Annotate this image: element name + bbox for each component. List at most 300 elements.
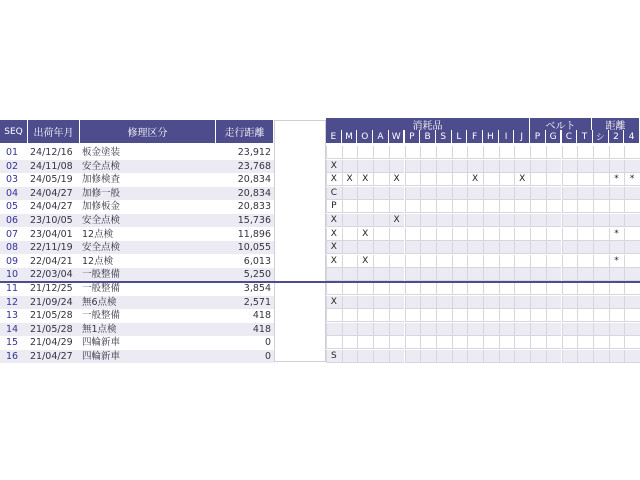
row-repair-type: 12点検 <box>82 228 114 240</box>
row-date: 24/04/27 <box>30 201 73 213</box>
consumable-cell <box>546 146 562 159</box>
consumable-cell <box>405 282 421 295</box>
consumable-cell <box>436 187 452 200</box>
consumable-cell <box>593 241 609 254</box>
row-repair-type: 加修板金 <box>82 201 121 213</box>
consumable-cell <box>562 187 578 200</box>
consumable-cell <box>514 282 530 295</box>
consumable-cell <box>562 160 578 173</box>
consumable-cell <box>389 146 405 159</box>
consumable-cell <box>530 173 546 186</box>
consumable-cell <box>514 268 530 281</box>
consumable-cell <box>405 241 421 254</box>
consumable-cell <box>609 296 625 309</box>
consumable-cell <box>357 200 373 213</box>
consumable-mark: X <box>362 255 369 266</box>
row-repair-type: 一般整備 <box>82 269 121 281</box>
consumable-cell <box>452 323 468 336</box>
consumable-cell <box>357 241 373 254</box>
consumable-cell <box>530 282 546 295</box>
consumable-cell <box>436 146 452 159</box>
consumable-cell <box>389 160 405 173</box>
consumable-cell <box>467 323 483 336</box>
consumable-cell <box>420 309 436 322</box>
row-repair-type: 加修検査 <box>82 174 121 186</box>
consumable-cell <box>483 268 499 281</box>
consumable-cell <box>357 350 373 363</box>
row-repair-type: 12点検 <box>82 255 114 267</box>
row-date: 21/09/24 <box>30 296 73 308</box>
column-header: B <box>420 130 436 143</box>
consumable-cell <box>357 336 373 349</box>
consumable-cell <box>624 255 640 268</box>
row-seq: 15 <box>6 337 19 349</box>
consumable-cell <box>467 296 483 309</box>
consumable-cell <box>499 228 515 241</box>
consumable-cell <box>389 255 405 268</box>
consumable-cell <box>483 200 499 213</box>
consumable-cell <box>342 255 358 268</box>
header-mileage: 走行距離 <box>216 120 274 143</box>
consumable-cell <box>389 228 405 241</box>
row-repair-type: 一般整備 <box>82 310 121 322</box>
consumable-cell <box>577 323 593 336</box>
consumable-cell <box>436 268 452 281</box>
consumable-cell <box>562 200 578 213</box>
row-seq: 16 <box>6 351 19 362</box>
row-repair-type: 安全点検 <box>82 215 121 226</box>
consumable-cell <box>405 200 421 213</box>
consumable-cell <box>514 309 530 322</box>
consumable-cell <box>577 309 593 322</box>
consumable-cell <box>389 268 405 281</box>
consumable-cell <box>420 323 436 336</box>
consumable-cell <box>514 214 530 227</box>
consumable-cell <box>624 241 640 254</box>
consumable-cell <box>530 336 546 349</box>
consumable-cell <box>562 350 578 363</box>
column-header: L <box>452 130 468 143</box>
consumable-cell <box>577 146 593 159</box>
consumable-cell <box>342 323 358 336</box>
consumable-cell <box>342 146 358 159</box>
consumable-cell <box>577 241 593 254</box>
consumable-cell <box>530 214 546 227</box>
consumable-cell <box>483 173 499 186</box>
row-repair-type: 四輪新車 <box>82 337 121 349</box>
consumable-cell <box>499 160 515 173</box>
row-repair-type: 安全点検 <box>82 160 121 172</box>
consumable-cell <box>467 228 483 241</box>
consumable-cell <box>514 336 530 349</box>
consumable-cell <box>546 173 562 186</box>
consumable-cell <box>420 268 436 281</box>
consumable-cell <box>373 160 389 173</box>
consumable-cell <box>577 296 593 309</box>
consumable-cell <box>405 350 421 363</box>
consumable-cell <box>593 296 609 309</box>
consumable-cell <box>593 255 609 268</box>
consumable-mark: X <box>393 215 400 225</box>
consumable-cell <box>389 187 405 200</box>
consumable-cell <box>405 173 421 186</box>
consumable-cell <box>562 323 578 336</box>
column-header: シ <box>593 130 609 143</box>
consumable-cell <box>483 214 499 227</box>
consumable-cell <box>483 241 499 254</box>
consumable-cell <box>436 160 452 173</box>
consumable-cell <box>452 173 468 186</box>
consumable-cell <box>420 296 436 309</box>
consumable-cell <box>609 268 625 281</box>
row-mileage: 23,768 <box>237 160 271 172</box>
consumable-cell <box>373 173 389 186</box>
header-seq: SEQ <box>0 120 28 143</box>
consumable-cell <box>420 200 436 213</box>
consumable-cell <box>373 241 389 254</box>
consumable-cell <box>593 200 609 213</box>
consumable-mark: X <box>362 174 369 185</box>
consumable-cell <box>514 200 530 213</box>
consumable-cell <box>530 296 546 309</box>
consumable-cell <box>389 200 405 213</box>
consumable-cell <box>514 255 530 268</box>
consumable-cell <box>405 160 421 173</box>
consumable-cell <box>342 187 358 200</box>
consumable-cell <box>593 350 609 363</box>
consumable-cell <box>373 336 389 349</box>
consumable-cell <box>420 160 436 173</box>
consumable-cell <box>467 160 483 173</box>
consumable-cell <box>405 187 421 200</box>
consumable-cell <box>342 268 358 281</box>
consumable-cell <box>577 336 593 349</box>
consumable-cell <box>624 282 640 295</box>
row-repair-type: 無6点検 <box>82 296 117 308</box>
consumable-cell <box>467 241 483 254</box>
consumable-cell <box>546 336 562 349</box>
consumable-cell <box>436 336 452 349</box>
consumable-cell <box>514 160 530 173</box>
consumable-cell <box>546 282 562 295</box>
row-seq: 07 <box>6 228 19 240</box>
consumable-cell <box>357 323 373 336</box>
consumable-mark: P <box>331 201 337 212</box>
consumable-cell <box>420 228 436 241</box>
consumable-cell <box>624 336 640 349</box>
consumable-cell <box>326 323 342 336</box>
row-date: 21/04/27 <box>30 351 73 362</box>
consumable-cell <box>499 146 515 159</box>
column-header: P <box>530 130 546 143</box>
row-repair-type: 無1点検 <box>82 323 117 335</box>
consumable-cell <box>452 214 468 227</box>
consumable-cell <box>373 255 389 268</box>
column-header: 4 <box>624 130 640 143</box>
consumable-cell <box>373 228 389 241</box>
consumable-cell <box>373 146 389 159</box>
row-date: 21/12/25 <box>30 283 73 294</box>
consumable-cell <box>577 282 593 295</box>
consumable-cell <box>326 268 342 281</box>
row-date: 21/04/29 <box>30 337 73 349</box>
consumable-cell <box>546 187 562 200</box>
consumable-cell <box>452 282 468 295</box>
consumable-mark: X <box>472 174 479 185</box>
consumable-cell <box>562 255 578 268</box>
consumable-cell <box>436 200 452 213</box>
consumable-cell <box>593 228 609 241</box>
consumable-cell <box>530 268 546 281</box>
consumable-cell <box>624 146 640 159</box>
consumable-cell <box>609 160 625 173</box>
column-header: T <box>577 130 593 143</box>
row-date: 21/05/28 <box>30 310 73 322</box>
consumable-cell <box>483 160 499 173</box>
consumable-cell <box>624 200 640 213</box>
consumable-cell <box>389 241 405 254</box>
consumable-cell <box>499 296 515 309</box>
row-seq: 05 <box>6 201 19 213</box>
consumable-cell <box>577 350 593 363</box>
row-date: 22/11/19 <box>30 242 73 254</box>
consumable-cell <box>530 160 546 173</box>
consumable-cell <box>373 309 389 322</box>
row-seq: 06 <box>6 215 19 226</box>
row-mileage: 20,834 <box>237 174 271 186</box>
consumable-mark: X <box>330 296 337 307</box>
consumable-cell <box>530 146 546 159</box>
consumable-cell <box>483 187 499 200</box>
column-header: E <box>326 130 342 143</box>
consumable-cell <box>546 255 562 268</box>
consumable-cell <box>357 160 373 173</box>
consumable-mark: X <box>393 174 400 185</box>
consumable-cell <box>467 214 483 227</box>
column-header: P <box>405 130 421 143</box>
consumable-cell <box>420 241 436 254</box>
consumable-cell <box>577 187 593 200</box>
consumable-cell <box>593 187 609 200</box>
row-seq: 09 <box>6 255 19 267</box>
consumable-cell <box>514 241 530 254</box>
consumable-cell <box>593 160 609 173</box>
column-header: C <box>562 130 578 143</box>
consumable-cell <box>342 241 358 254</box>
consumable-cell <box>562 173 578 186</box>
consumable-cell <box>562 268 578 281</box>
consumable-cell <box>593 268 609 281</box>
row-repair-type: 安全点検 <box>82 242 121 254</box>
consumable-cell <box>546 323 562 336</box>
consumable-cell <box>562 228 578 241</box>
consumable-cell <box>483 146 499 159</box>
consumable-cell <box>624 309 640 322</box>
consumable-cell <box>499 214 515 227</box>
consumable-cell <box>530 309 546 322</box>
row-seq: 14 <box>6 323 19 335</box>
consumable-cell <box>420 255 436 268</box>
consumable-cell <box>357 282 373 295</box>
consumable-cell <box>420 173 436 186</box>
consumable-cell <box>420 187 436 200</box>
row-date: 22/03/04 <box>30 269 73 281</box>
consumable-cell <box>562 146 578 159</box>
consumable-cell <box>420 282 436 295</box>
consumable-cell <box>326 282 342 295</box>
consumable-cell <box>342 336 358 349</box>
consumable-cell <box>624 228 640 241</box>
consumable-cell <box>562 336 578 349</box>
consumable-cell <box>357 268 373 281</box>
column-header: 2 <box>609 130 625 143</box>
row-mileage: 418 <box>252 310 271 322</box>
consumable-cell <box>514 228 530 241</box>
consumable-cell <box>562 309 578 322</box>
consumable-cell <box>624 187 640 200</box>
row-date: 23/04/01 <box>30 228 73 240</box>
consumable-cell <box>452 200 468 213</box>
row-seq: 12 <box>6 296 19 308</box>
header-consumables: 消耗品 <box>326 118 530 130</box>
consumable-cell <box>624 323 640 336</box>
consumable-cell <box>499 255 515 268</box>
consumable-cell <box>577 255 593 268</box>
consumable-cell <box>562 282 578 295</box>
row-mileage: 2,571 <box>243 296 271 308</box>
consumable-cell <box>530 200 546 213</box>
consumable-cell <box>326 336 342 349</box>
consumable-cell <box>546 160 562 173</box>
consumable-cell <box>467 350 483 363</box>
consumable-cell <box>499 241 515 254</box>
consumable-cell <box>389 336 405 349</box>
consumable-cell <box>530 228 546 241</box>
consumable-cell <box>357 296 373 309</box>
consumable-cell <box>342 214 358 227</box>
consumable-cell <box>530 323 546 336</box>
column-header: G <box>546 130 562 143</box>
consumable-cell <box>452 228 468 241</box>
consumable-cell <box>609 200 625 213</box>
consumable-cell <box>467 146 483 159</box>
consumable-mark: X <box>330 228 337 239</box>
row-seq: 02 <box>6 160 19 172</box>
consumable-cell <box>483 296 499 309</box>
consumable-mark: * <box>629 174 635 185</box>
consumable-cell <box>530 255 546 268</box>
consumable-mark: S <box>330 351 337 361</box>
header-belt: ベルト <box>530 118 592 130</box>
consumable-mark: X <box>346 174 353 185</box>
row-repair-type: 一般整備 <box>82 283 121 294</box>
consumable-cell <box>373 268 389 281</box>
consumable-cell <box>357 309 373 322</box>
consumable-cell <box>609 323 625 336</box>
consumable-cell <box>483 255 499 268</box>
column-header: I <box>499 130 515 143</box>
consumable-cell <box>452 255 468 268</box>
consumable-cell <box>514 146 530 159</box>
row-date: 23/10/05 <box>30 215 73 226</box>
consumable-cell <box>452 146 468 159</box>
consumable-cell <box>342 282 358 295</box>
consumable-cell <box>405 323 421 336</box>
consumable-cell <box>342 350 358 363</box>
consumable-cell <box>405 214 421 227</box>
consumable-cell <box>436 350 452 363</box>
consumable-cell <box>467 309 483 322</box>
consumable-cell <box>499 282 515 295</box>
consumable-cell <box>609 282 625 295</box>
consumable-cell <box>593 309 609 322</box>
consumable-cell <box>373 323 389 336</box>
consumable-cell <box>609 187 625 200</box>
consumable-cell <box>593 146 609 159</box>
consumable-cell <box>405 255 421 268</box>
column-header: A <box>373 130 389 143</box>
consumable-mark: * <box>614 228 619 239</box>
consumable-cell <box>499 173 515 186</box>
row-mileage: 0 <box>264 337 271 349</box>
consumable-cell <box>483 228 499 241</box>
consumable-cell <box>342 200 358 213</box>
consumable-cell <box>546 309 562 322</box>
consumable-cell <box>452 336 468 349</box>
consumable-mark: * <box>614 174 619 185</box>
row-seq: 11 <box>6 283 19 294</box>
consumable-mark: X <box>330 174 337 185</box>
consumable-cell <box>530 187 546 200</box>
row-mileage: 11,896 <box>237 228 271 240</box>
consumable-cell <box>499 309 515 322</box>
consumable-cell <box>357 214 373 227</box>
consumable-cell <box>326 146 342 159</box>
consumable-cell <box>452 309 468 322</box>
row-repair-type: 四輪新車 <box>82 351 121 362</box>
consumable-cell <box>593 323 609 336</box>
consumable-cell <box>436 241 452 254</box>
consumable-cell <box>452 241 468 254</box>
consumable-cell <box>467 200 483 213</box>
consumable-cell <box>467 268 483 281</box>
row-seq: 03 <box>6 174 19 186</box>
consumable-cell <box>405 309 421 322</box>
consumable-cell <box>436 296 452 309</box>
consumable-cell <box>514 350 530 363</box>
consumable-cell <box>499 323 515 336</box>
consumable-cell <box>514 187 530 200</box>
row-date: 24/04/27 <box>30 187 73 199</box>
column-header: H <box>483 130 499 143</box>
row-repair-type: 加修一般 <box>82 187 121 199</box>
consumable-cell <box>420 350 436 363</box>
consumable-cell <box>342 228 358 241</box>
consumable-cell <box>452 160 468 173</box>
consumable-cell <box>624 296 640 309</box>
consumable-cell <box>373 200 389 213</box>
consumable-cell <box>546 296 562 309</box>
consumable-cell <box>420 214 436 227</box>
consumable-mark: X <box>330 255 337 266</box>
consumable-cell <box>624 268 640 281</box>
consumable-cell <box>373 296 389 309</box>
consumable-mark: X <box>330 160 337 171</box>
consumable-cell <box>499 187 515 200</box>
consumable-mark: X <box>330 215 337 225</box>
consumable-cell <box>405 296 421 309</box>
consumable-cell <box>593 282 609 295</box>
